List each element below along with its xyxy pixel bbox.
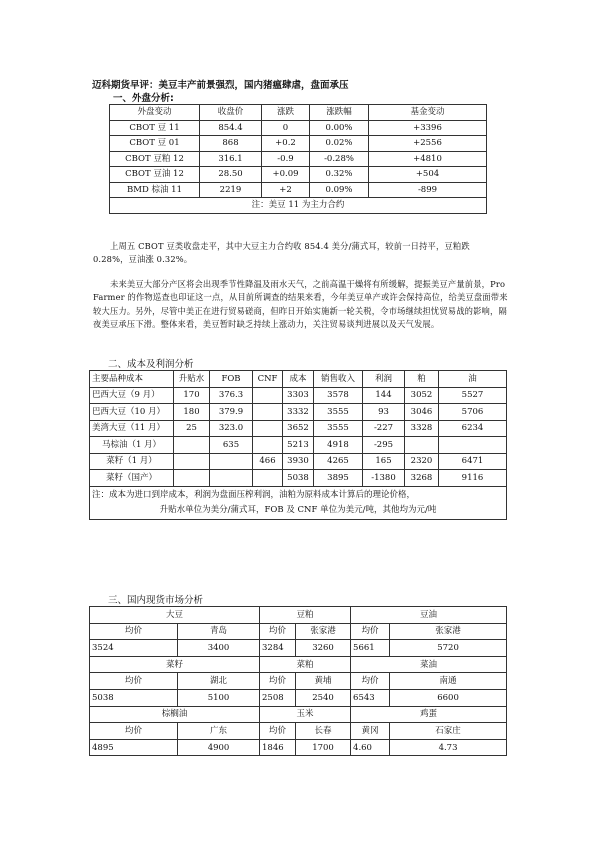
group-title: 菜粕	[260, 656, 351, 673]
table-note-line2: 升贴水单位为美分/蒲式耳，FOB 及 CNF 单位为美元/吨，其他均为元/吨	[159, 504, 437, 515]
group-title-row	[90, 656, 507, 673]
label-cell: 均价	[90, 623, 178, 640]
cell-oil: 5527	[439, 387, 507, 404]
overseas-market-table	[109, 104, 487, 214]
cell-change: -0.9	[262, 151, 310, 167]
header-cell: 基金变动	[369, 105, 487, 121]
cell-fund: +4810	[369, 151, 487, 167]
cell-meal: 3046	[405, 404, 439, 421]
group-title: 玉米	[260, 706, 351, 723]
value-cell: 3284	[260, 640, 296, 657]
value-row	[90, 640, 507, 657]
cell-profit: -1380	[363, 470, 405, 487]
cell-cost: 3303	[283, 387, 314, 404]
label-row	[90, 673, 507, 690]
cell-oil	[439, 437, 507, 454]
label-cell: 均价	[90, 723, 178, 740]
cell-basis	[174, 437, 210, 454]
cell-basis	[174, 453, 210, 470]
cell-variety: 巴西大豆（10 月）	[90, 404, 174, 421]
paragraph-2: 未来美豆大部分产区将会出现季节性降温及雨水天气，之前高温干燥将有所缓解，提振美豆产量前景，Pro Farmer 的作物巡查也印证这一点，从目前所调查的结果来看，今年美豆单产或许会保持高位，给美豆盘面带来较大压力。另外，尽管中美正在进行贸易磋商，但昨日开始实施新一轮关税，令市场继续担忧贸易战的影响，隔夜美豆承压下滑。整体来看，美豆暂时缺乏持续上涨动力，关注贸易谈判进展以及天气发展。	[93, 279, 508, 330]
cell-change: +0.09	[262, 167, 310, 183]
label-cell: 张家港	[390, 623, 507, 640]
cell-meal: 3052	[405, 387, 439, 404]
cell-revenue: 3578	[314, 387, 363, 404]
group-title: 菜油	[351, 656, 507, 673]
cell-cost: 5038	[283, 470, 314, 487]
cell-revenue: 4918	[314, 437, 363, 454]
cell-cost: 3930	[283, 453, 314, 470]
group-title: 大豆	[90, 607, 260, 624]
value-cell: 5100	[178, 689, 260, 706]
section1-heading: 一、外盘分析:	[113, 93, 174, 104]
value-cell: 4900	[178, 739, 260, 756]
cell-fob	[210, 470, 253, 487]
cell-cnf	[253, 404, 283, 421]
cell-pct: 0.00%	[310, 120, 369, 136]
value-cell: 1700	[296, 739, 351, 756]
label-cell: 南通	[390, 673, 507, 690]
cell-fund: +504	[369, 167, 487, 183]
header-cell: 利润	[363, 371, 405, 388]
cell-cost: 3332	[283, 404, 314, 421]
cell-pct: 0.02%	[310, 136, 369, 152]
table-row	[90, 420, 507, 437]
label-cell: 黄冈	[351, 723, 390, 740]
cell-variety: 菜籽（1 月）	[90, 453, 174, 470]
value-cell: 4.73	[390, 739, 507, 756]
value-cell: 6543	[351, 689, 390, 706]
cell-change: 0	[262, 120, 310, 136]
cell-meal: 2320	[405, 453, 439, 470]
cell-profit: -295	[363, 437, 405, 454]
value-cell: 5661	[351, 640, 390, 657]
value-cell: 2508	[260, 689, 296, 706]
cell-change: +0.2	[262, 136, 310, 152]
paragraph-1: 上周五 CBOT 豆类收盘走平，其中大豆主力合约收 854.4 美分/蒲式耳，较前一日持平，豆粕跌 0.28%，豆油涨 0.32%。	[93, 241, 470, 265]
table-note-row	[110, 198, 487, 214]
cell-cost: 3652	[283, 420, 314, 437]
table-note: 注：美豆 11 为主力合约	[110, 198, 487, 214]
cell-fob: 379.9	[210, 404, 253, 421]
label-row	[90, 623, 507, 640]
header-cell: CNF	[253, 371, 283, 388]
cell-contract: CBOT 豆油 12	[110, 167, 200, 183]
table-note-row	[90, 486, 507, 519]
cell-cnf	[253, 387, 283, 404]
section2-heading: 二、成本及利润分析	[108, 359, 194, 370]
cell-meal: 3268	[405, 470, 439, 487]
cell-close: 28.50	[200, 167, 262, 183]
header-cell: 成本	[283, 371, 314, 388]
cell-fund: -899	[369, 182, 487, 198]
cell-oil: 6471	[439, 453, 507, 470]
value-cell: 1846	[260, 739, 296, 756]
cell-fund: +2556	[369, 136, 487, 152]
table-row	[90, 453, 507, 470]
table-row	[90, 387, 507, 404]
table-row	[90, 470, 507, 487]
label-cell: 均价	[90, 673, 178, 690]
header-cell: 涨跌幅	[310, 105, 369, 121]
cell-revenue: 3555	[314, 420, 363, 437]
value-cell: 3260	[296, 640, 351, 657]
cell-fob: 376.3	[210, 387, 253, 404]
label-cell: 张家港	[296, 623, 351, 640]
cell-pct: 0.32%	[310, 167, 369, 183]
label-cell: 均价	[260, 723, 296, 740]
cell-close: 316.1	[200, 151, 262, 167]
table-row	[90, 437, 507, 454]
spot-market-table	[89, 606, 507, 756]
cell-contract: BMD 棕油 11	[110, 182, 200, 198]
cell-oil: 9116	[439, 470, 507, 487]
value-cell: 5038	[90, 689, 178, 706]
label-cell: 广东	[178, 723, 260, 740]
table-row	[110, 151, 487, 167]
value-cell: 6600	[390, 689, 507, 706]
section3-heading: 三、国内现货市场分析	[108, 595, 204, 606]
value-cell: 4.60	[351, 739, 390, 756]
value-cell: 5720	[390, 640, 507, 657]
label-cell: 均价	[351, 673, 390, 690]
table-note-line1: 注：成本为进口到岸成本，利润为盘面压榨利润，油粕为原料成本计算后的理论价格，	[92, 489, 416, 500]
header-cell: FOB	[210, 371, 253, 388]
cell-cnf	[253, 437, 283, 454]
label-cell: 均价	[260, 623, 296, 640]
report-title: 迈科期货早评：美豆丰产前景强烈，国内猪瘟肆虐，盘面承压	[92, 80, 349, 91]
cell-fob	[210, 453, 253, 470]
table-header-row	[110, 105, 487, 121]
cell-basis: 170	[174, 387, 210, 404]
cell-pct: -0.28%	[310, 151, 369, 167]
cell-meal	[405, 437, 439, 454]
header-cell: 外盘变动	[110, 105, 200, 121]
cell-profit: 165	[363, 453, 405, 470]
cell-profit: 144	[363, 387, 405, 404]
value-row	[90, 739, 507, 756]
cell-close: 868	[200, 136, 262, 152]
cell-basis: 25	[174, 420, 210, 437]
label-row	[90, 723, 507, 740]
cell-variety: 马棕油（1 月）	[90, 437, 174, 454]
header-cell: 涨跌	[262, 105, 310, 121]
table-row	[110, 167, 487, 183]
cell-variety: 美湾大豆（11 月）	[90, 420, 174, 437]
header-cell: 升贴水	[174, 371, 210, 388]
value-cell: 3400	[178, 640, 260, 657]
table-row	[110, 120, 487, 136]
cell-contract: CBOT 豆粕 12	[110, 151, 200, 167]
cell-contract: CBOT 豆 11	[110, 120, 200, 136]
group-title: 豆油	[351, 607, 507, 624]
cell-revenue: 4265	[314, 453, 363, 470]
cell-cost: 5213	[283, 437, 314, 454]
cell-fund: +3396	[369, 120, 487, 136]
label-cell: 均价	[351, 623, 390, 640]
label-cell: 黄埔	[296, 673, 351, 690]
group-title-row	[90, 706, 507, 723]
cell-oil: 6234	[439, 420, 507, 437]
cell-oil: 5706	[439, 404, 507, 421]
cell-pct: 0.09%	[310, 182, 369, 198]
table-row	[90, 404, 507, 421]
cell-cnf	[253, 470, 283, 487]
cell-fob: 635	[210, 437, 253, 454]
group-title-row	[90, 607, 507, 624]
label-cell: 石家庄	[390, 723, 507, 740]
cell-revenue: 3555	[314, 404, 363, 421]
label-cell: 青岛	[178, 623, 260, 640]
cell-cnf: 466	[253, 453, 283, 470]
cell-close: 2219	[200, 182, 262, 198]
cell-variety: 菜籽（国产）	[90, 470, 174, 487]
value-cell: 4895	[90, 739, 178, 756]
cost-profit-table	[89, 370, 507, 520]
group-title: 豆粕	[260, 607, 351, 624]
header-cell: 收盘价	[200, 105, 262, 121]
table-row	[110, 136, 487, 152]
value-row	[90, 689, 507, 706]
group-title: 鸡蛋	[351, 706, 507, 723]
group-title: 棕榈油	[90, 706, 260, 723]
header-cell: 主要品种成本	[90, 371, 174, 388]
cell-revenue: 3895	[314, 470, 363, 487]
cell-fob: 323.0	[210, 420, 253, 437]
cell-basis	[174, 470, 210, 487]
cell-meal: 3328	[405, 420, 439, 437]
cell-profit: -227	[363, 420, 405, 437]
label-cell: 长春	[296, 723, 351, 740]
header-cell: 粕	[405, 371, 439, 388]
cell-contract: CBOT 豆 01	[110, 136, 200, 152]
group-title: 菜籽	[90, 656, 260, 673]
value-cell: 2540	[296, 689, 351, 706]
table-row	[110, 182, 487, 198]
table-header-row	[90, 371, 507, 388]
header-cell: 油	[439, 371, 507, 388]
value-cell: 3524	[90, 640, 178, 657]
label-cell: 湖北	[178, 673, 260, 690]
label-cell: 均价	[260, 673, 296, 690]
cell-basis: 180	[174, 404, 210, 421]
cell-variety: 巴西大豆（9 月）	[90, 387, 174, 404]
cell-close: 854.4	[200, 120, 262, 136]
cell-cnf	[253, 420, 283, 437]
cell-change: +2	[262, 182, 310, 198]
cell-profit: 93	[363, 404, 405, 421]
header-cell: 销售收入	[314, 371, 363, 388]
